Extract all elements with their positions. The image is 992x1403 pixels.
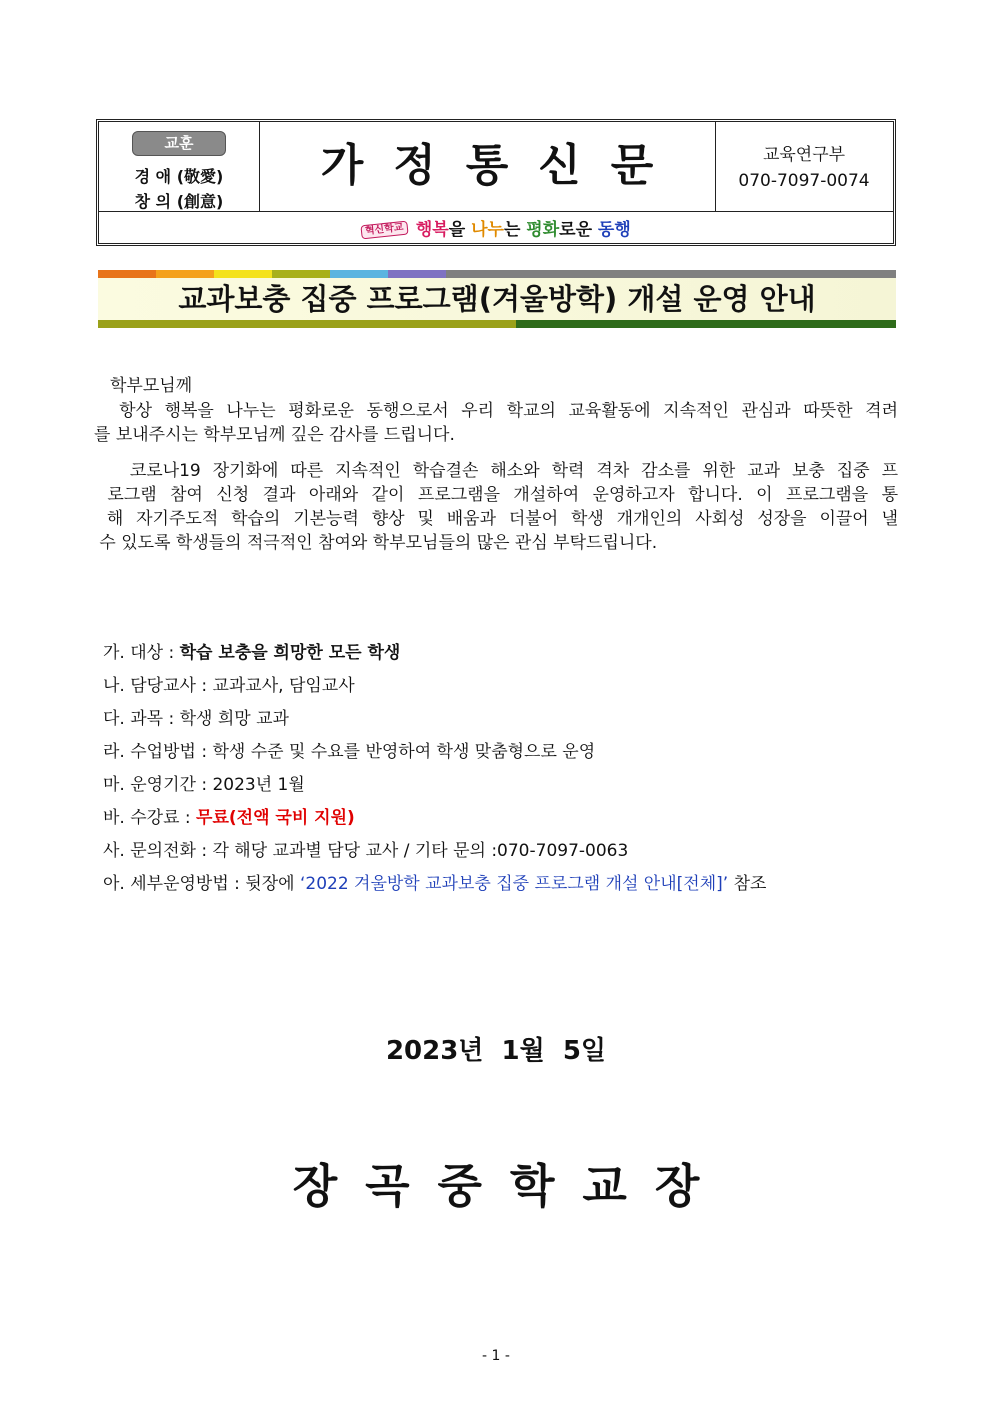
- salutation: 학부모님께: [110, 376, 193, 396]
- paragraph-line: 코로나19 장기화에 따른 지속적인 학습결손 해소와 학력 격차 감소를 위한 교과 보충 집중 프: [94, 461, 898, 481]
- motto-line-2: 창 의 (創意): [134, 192, 224, 211]
- item-suffix: 참조: [728, 874, 767, 894]
- department-phone: 070-7097-0074: [738, 171, 870, 191]
- paragraph-greeting: [94, 399, 898, 447]
- fee-value: 무료(전액 국비 지원): [196, 808, 355, 828]
- newsletter-title-cell: [259, 122, 716, 211]
- strip-segment: [446, 270, 896, 278]
- slogan-particle: 는: [503, 220, 527, 240]
- paragraph-line: 수 있도록 학생들의 적극적인 참여와 학부모님들의 많은 관심 부탁드립니다.: [94, 533, 658, 553]
- paragraph-purpose: [94, 459, 898, 555]
- item-subject: 다. 과목 : 학생 희망 교과: [103, 709, 289, 729]
- paragraph-line: 로그램 참여 신청 결과 아래와 같이 프로그램을 개설하여 운영하고자 합니다. 이 프로그램을 통: [94, 485, 898, 505]
- paragraph-line: 를 보내주시는 학부모님께 깊은 감사를 드립니다.: [94, 425, 455, 445]
- department-name: 교육연구부: [762, 145, 846, 165]
- slogan-word-companion: 동행: [597, 220, 631, 240]
- item-teacher: 나. 담당교사 : 교과교사, 담임교사: [103, 676, 355, 696]
- banner-bottom-color-strip: [98, 320, 896, 328]
- paragraph-line: 해 자기주도적 학습의 기본능력 향상 및 배움과 더불어 학생 개개인의 사회성 성장을 이끌어 낼: [94, 509, 898, 529]
- item-value: 학습 보충을 희망한 모든 학생: [179, 643, 401, 663]
- motto-label-badge: 교훈: [132, 131, 226, 156]
- slogan-particle: 로운: [559, 220, 598, 240]
- slogan-word-peace: 평화: [526, 220, 560, 240]
- detail-reference: ‘2022 겨울방학 교과보충 집중 프로그램 개설 안내[전체]’: [299, 874, 729, 894]
- innovation-school-badge: 혁신학교: [361, 221, 409, 240]
- issue-date: 2023년 1월 5일: [385, 1036, 607, 1066]
- header-top-row: [99, 122, 893, 212]
- school-motto-cell: [99, 122, 260, 211]
- slogan-word-happiness: 행복: [415, 220, 449, 240]
- strip-segment: [330, 270, 388, 278]
- strip-segment: [98, 320, 516, 328]
- item-fee: [103, 803, 355, 828]
- principal-signature: 장곡중학교장: [292, 1159, 728, 1213]
- banner-top-color-strip: [98, 270, 896, 278]
- item-label: 가. 대상 :: [103, 643, 180, 663]
- page-number: - 1 -: [482, 1348, 510, 1364]
- item-detail: [103, 869, 766, 894]
- item-method: 라. 수업방법 : 학생 수준 및 수요를 반영하여 학생 맞춤형으로 운영: [103, 742, 596, 762]
- department-cell: [715, 122, 893, 211]
- strip-segment: [272, 270, 330, 278]
- item-contact: 사. 문의전화 : 각 해당 교과별 담당 교사 / 기타 문의 :070-7097-0063: [103, 841, 629, 861]
- title-banner: [98, 278, 896, 320]
- school-slogan: [361, 215, 631, 240]
- item-label: 바. 수강료 :: [103, 808, 197, 828]
- newsletter-header: [96, 119, 896, 246]
- newsletter-title: 가정통신문: [320, 140, 684, 191]
- strip-segment: [516, 320, 896, 328]
- strip-segment: [388, 270, 446, 278]
- item-target: [103, 638, 400, 663]
- strip-segment: [156, 270, 214, 278]
- strip-segment: [98, 270, 156, 278]
- strip-segment: [214, 270, 272, 278]
- slogan-particle: 을: [448, 220, 472, 240]
- item-period: 마. 운영기간 : 2023년 1월: [103, 775, 305, 795]
- document-title: 교과보충 집중 프로그램(겨울방학) 개설 운영 안내: [178, 282, 816, 316]
- motto-line-1: 경 애 (敬愛): [134, 167, 224, 186]
- paragraph-line: 항상 행복을 나누는 평화로운 동행으로서 우리 학교의 교육활동에 지속적인 관심과 따뜻한 격려: [94, 401, 898, 421]
- slogan-word-share: 나누: [471, 220, 504, 240]
- slogan-row: [99, 211, 893, 243]
- item-label: 아. 세부운영방법 : 뒷장에: [103, 874, 300, 894]
